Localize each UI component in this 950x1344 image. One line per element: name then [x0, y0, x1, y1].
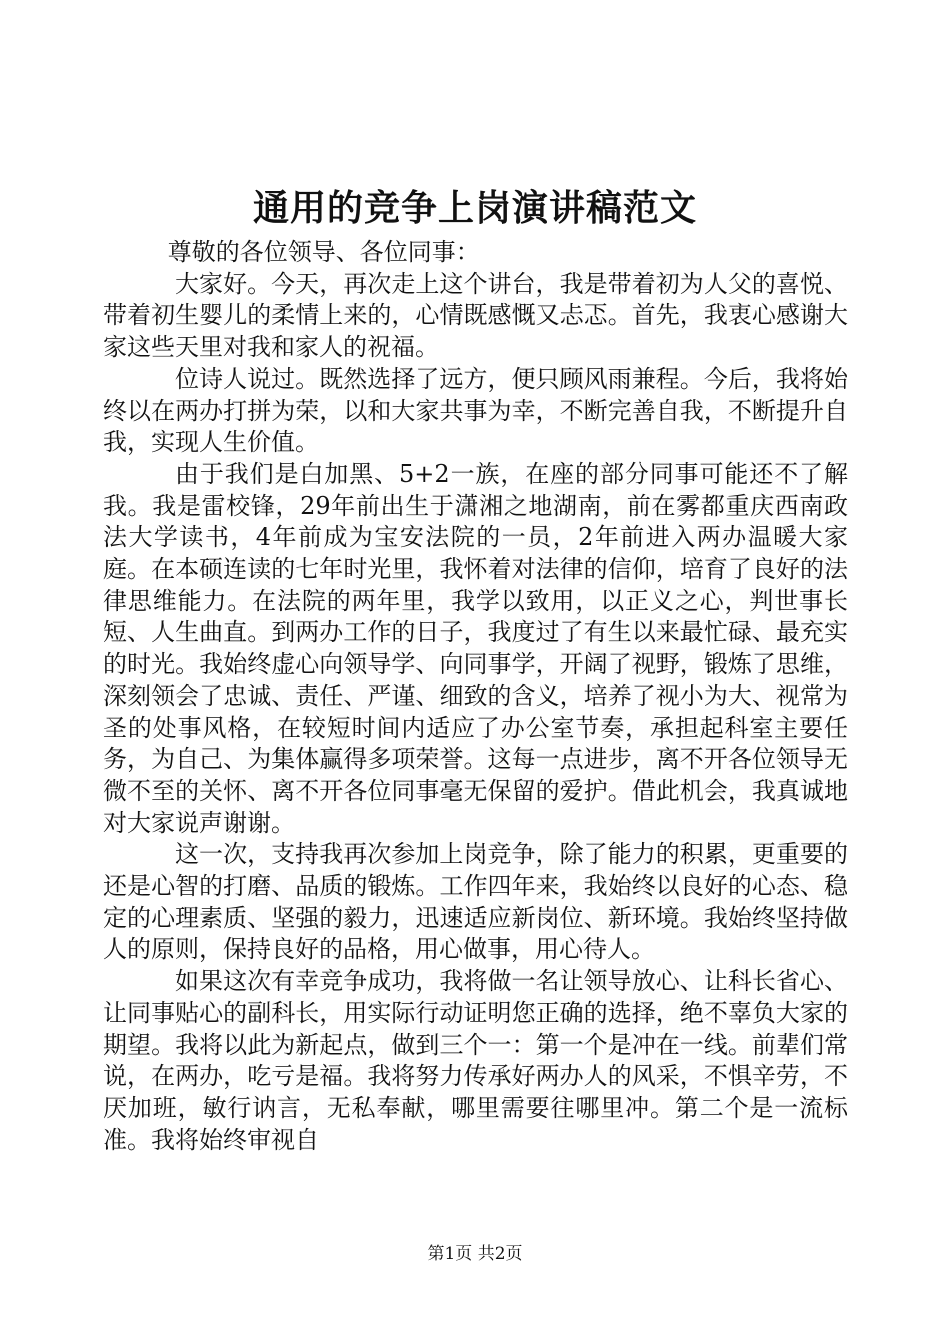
document-title: 通用的竞争上岗演讲稿范文 [252, 187, 697, 229]
paragraph: 这一次，支持我再次参加上岗竞争，除了能力的积累，更重要的还是心智的打磨、品质的锻炼。工作四年来，我始终以良好的心态、稳定的心理素质、坚强的毅力，迅速适应新岗位、新环境。我始终坚持做人的原则，保持良好的品格，用心做事，用心待人。 [103, 840, 848, 964]
page-footer: 第1页 共2页 [427, 1244, 523, 1264]
document-body [103, 237, 848, 1156]
paragraph: 如果这次有幸竞争成功，我将做一名让领导放心、让科长省心、让同事贴心的副科长，用实际行动证明您正确的选择，绝不辜负大家的期望。我将以此为新起点，做到三个一：第一个是冲在一线。前辈们常说，在两办，吃亏是福。我将努力传承好两办人的风采，不惧辛劳，不厌加班，敏行讷言，无私奉献，哪里需要往哪里冲。第二个是一流标准。我将始终审视自 [103, 967, 848, 1154]
paragraph: 位诗人说过。既然选择了远方，便只顾风雨兼程。今后，我将始终以在两办打拼为荣，以和大家共事为幸，不断完善自我，不断提升自我，实现人生价值。 [103, 364, 848, 457]
salutation: 尊敬的各位领导、各位同事： [167, 238, 480, 266]
paragraph: 由于我们是白加黑、5+2一族，在座的部分同事可能还不了解我。我是雷校锋，29年前出生于潇湘之地湖南，前在雾都重庆西南政法大学读书，4年前成为宝安法院的一员，2年前进入两办温暖大家庭。在本硕连读的七年时光里，我怀着对法律的信仰，培育了良好的法律思维能力。在法院的两年里，我学以致用，以正义之心，判世事长短、人生曲直。到两办工作的日子，我度过了有生以来最忙碌、最充实的时光。我始终虚心向领导学、向同事学，开阔了视野，锻炼了思维，深刻领会了忠诚、责任、严谨、细致的含义，培养了视小为大、视常为圣的处事风格，在较短时间内适应了办公室节奏，承担起科室主要任务，为自己、为集体赢得多项荣誉。这每一点进步，离不开各位领导无微不至的关怀、离不开各位同事毫无保留的爱护。借此机会，我真诚地对大家说声谢谢。 [103, 459, 848, 837]
paragraph: 大家好。今天，再次走上这个讲台，我是带着初为人父的喜悦、带着初生婴儿的柔情上来的，心情既感慨又忐忑。首先，我衷心感谢大家这些天里对我和家人的祝福。 [103, 269, 848, 362]
